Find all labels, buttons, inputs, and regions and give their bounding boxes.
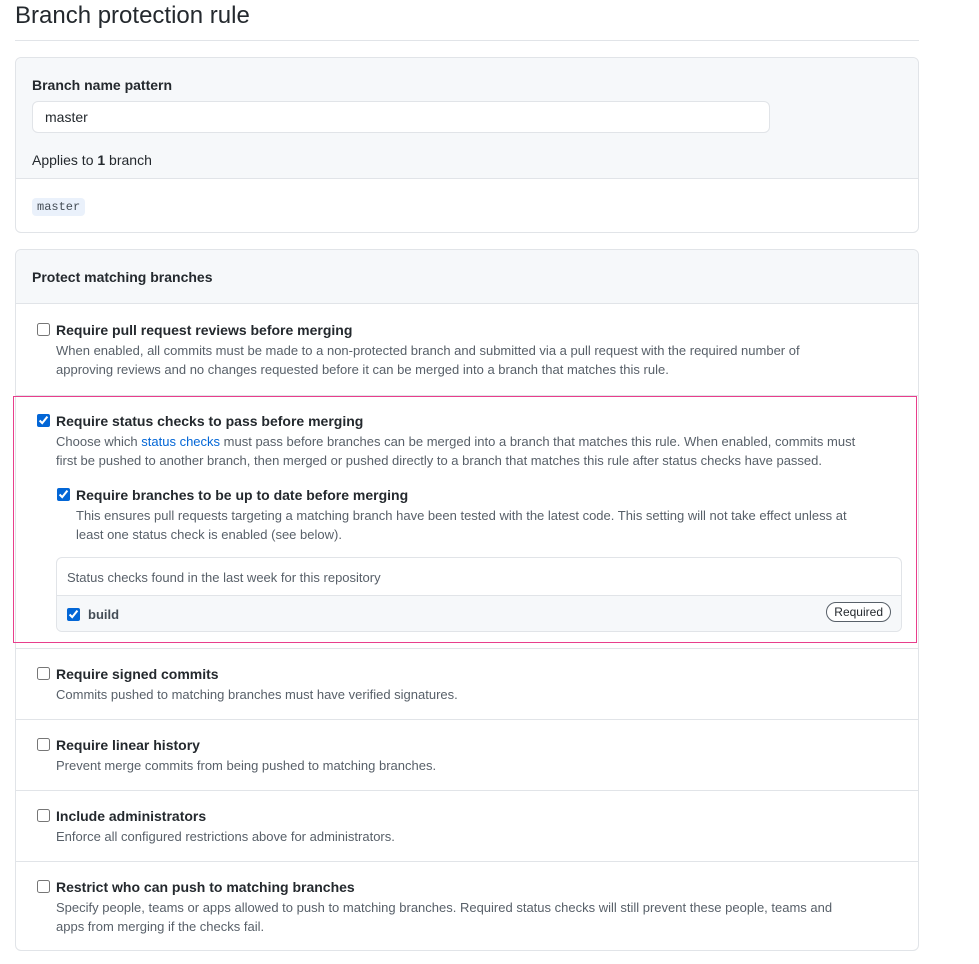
restrict-push-desc-line: apps from merging if the checks fail. bbox=[56, 919, 265, 934]
require-pr-reviews-desc-line: approving reviews and no changes requested before it can be merged into a branch that matches this rule. bbox=[56, 362, 669, 377]
require-linear-history-title: Require linear history bbox=[56, 737, 200, 753]
restrict-push-desc bbox=[56, 898, 906, 936]
option-include-administrators bbox=[16, 791, 918, 861]
require-up-to-date-title: Require branches to be up to date before merging bbox=[76, 487, 409, 503]
require-up-to-date-desc-line: least one status check is enabled (see below). bbox=[76, 527, 342, 542]
desc-text: must pass before branches can be merged into a branch that matches this rule. When enabled, commits must bbox=[220, 434, 856, 449]
require-pr-reviews-checkbox[interactable] bbox=[37, 323, 50, 336]
require-linear-history-desc: Prevent merge commits from being pushed to matching branches. bbox=[56, 758, 437, 773]
require-signed-commits-title: Require signed commits bbox=[56, 666, 219, 682]
matched-branch-tag: master bbox=[32, 198, 85, 216]
required-badge: Required bbox=[826, 602, 891, 622]
status-checks-link[interactable]: status checks bbox=[141, 434, 221, 449]
restrict-push-title: Restrict who can push to matching branches bbox=[56, 879, 355, 895]
option-require-linear-history bbox=[16, 720, 918, 790]
require-up-to-date-desc-line: This ensures pull requests targeting a matching branch have been tested with the latest code. This setting will not take effect unless at bbox=[76, 508, 847, 523]
applies-count: 1 bbox=[97, 152, 106, 168]
branch-pattern-label: Branch name pattern bbox=[32, 77, 173, 93]
require-pr-reviews-title: Require pull request reviews before merging bbox=[56, 322, 353, 338]
option-require-signed-commits bbox=[16, 649, 918, 719]
applies-suffix: branch bbox=[105, 152, 152, 168]
status-checks-list bbox=[56, 557, 902, 632]
protect-branches-header bbox=[16, 250, 918, 304]
restrict-push-checkbox[interactable] bbox=[37, 880, 50, 893]
require-linear-history-checkbox[interactable] bbox=[37, 738, 50, 751]
include-administrators-title: Include administrators bbox=[56, 808, 207, 824]
require-signed-commits-desc: Commits pushed to matching branches must have verified signatures. bbox=[56, 687, 458, 702]
option-require-pr-reviews bbox=[16, 305, 918, 395]
page-title: Branch protection rule bbox=[15, 2, 250, 29]
applies-to-text bbox=[32, 152, 152, 168]
require-pr-reviews-desc bbox=[56, 341, 856, 379]
require-status-checks-desc-line: first be pushed to another branch, then merged or pushed directly to a branch that matches this rule after status checks have passed. bbox=[56, 453, 822, 468]
status-check-row bbox=[57, 595, 901, 631]
require-up-to-date-checkbox[interactable] bbox=[57, 488, 70, 501]
desc-text: Choose which bbox=[56, 434, 142, 449]
restrict-push-desc-line: Specify people, teams or apps allowed to push to matching branches. Required status checks will still prevent these people, teams and bbox=[56, 900, 833, 915]
require-status-checks-desc bbox=[56, 432, 906, 470]
status-checks-header: Status checks found in the last week for this repository bbox=[67, 570, 381, 585]
status-check-build-checkbox[interactable] bbox=[67, 608, 80, 621]
branch-pattern-input[interactable] bbox=[32, 101, 770, 133]
title-divider bbox=[15, 40, 919, 41]
require-pr-reviews-desc-line: When enabled, all commits must be made to a non-protected branch and submitted via a pull request with the required number of bbox=[56, 343, 800, 358]
require-up-to-date-desc bbox=[76, 506, 911, 544]
include-administrators-checkbox[interactable] bbox=[37, 809, 50, 822]
require-signed-commits-checkbox[interactable] bbox=[37, 667, 50, 680]
applies-prefix: Applies to bbox=[32, 152, 98, 168]
require-status-checks-desc-line bbox=[56, 432, 906, 451]
include-administrators-desc: Enforce all configured restrictions above for administrators. bbox=[56, 829, 395, 844]
protect-branches-title: Protect matching branches bbox=[32, 269, 213, 285]
branch-pattern-panel bbox=[15, 57, 919, 233]
status-check-name: build bbox=[88, 607, 120, 622]
require-status-checks-title: Require status checks to pass before merging bbox=[56, 413, 364, 429]
require-status-checks-checkbox[interactable] bbox=[37, 414, 50, 427]
branch-pattern-header bbox=[16, 58, 918, 179]
option-restrict-push bbox=[16, 862, 918, 950]
